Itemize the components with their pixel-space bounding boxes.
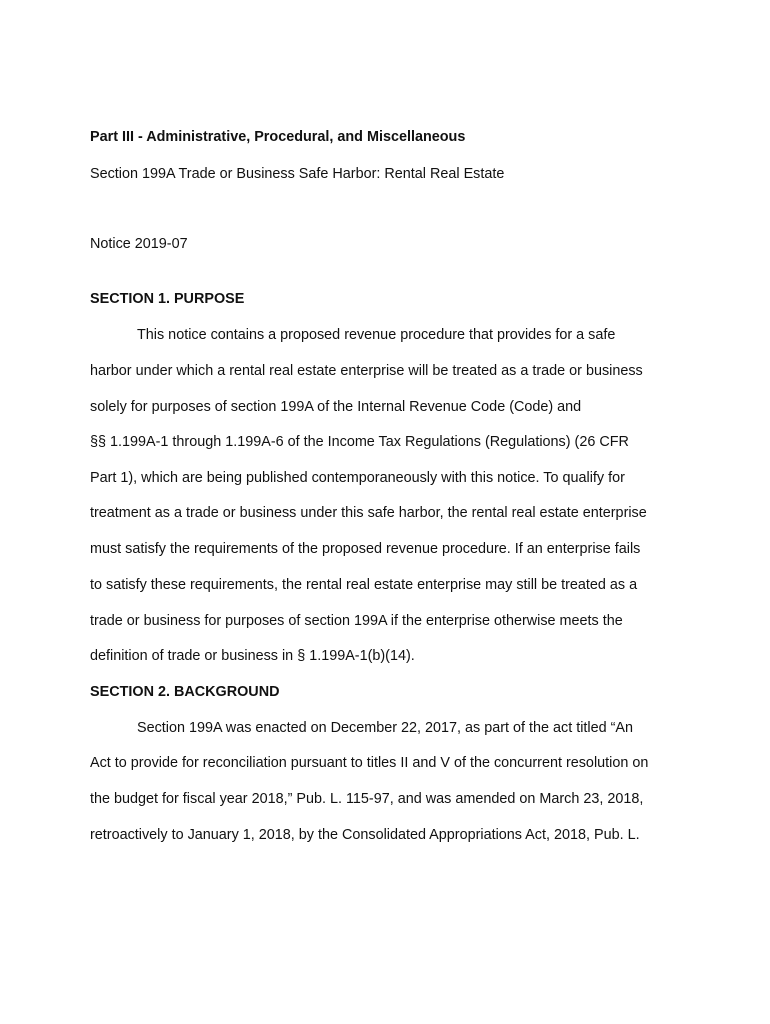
section1-line: This notice contains a proposed revenue procedure that provides for a safe	[137, 327, 616, 343]
section1-heading: SECTION 1. PURPOSE	[90, 291, 245, 307]
section1-line: treatment as a trade or business under this safe harbor, the rental real estate enterprise	[90, 505, 647, 521]
notice-subject: Section 199A Trade or Business Safe Harbor: Rental Real Estate	[90, 166, 505, 182]
section1-line: §§ 1.199A-1 through 1.199A-6 of the Income Tax Regulations (Regulations) (26 CFR	[90, 434, 629, 450]
section1-line: to satisfy these requirements, the rental real estate enterprise may still be treated as a	[90, 577, 638, 593]
section1-line: solely for purposes of section 199A of the Internal Revenue Code (Code) and	[90, 399, 582, 415]
section1-line: harbor under which a rental real estate enterprise will be treated as a trade or business	[90, 363, 643, 379]
section1-line: definition of trade or business in § 1.199A-1(b)(14).	[90, 648, 415, 664]
section1-line: trade or business for purposes of section 199A if the enterprise otherwise meets the	[90, 613, 623, 629]
section2-line: the budget for fiscal year 2018,” Pub. L. 115-97, and was amended on March 23, 2018,	[90, 791, 644, 807]
section2-line: Section 199A was enacted on December 22, 2017, as part of the act titled “An	[137, 720, 633, 736]
section1-line: Part 1), which are being published contemporaneously with this notice. To qualify for	[90, 470, 625, 486]
section2-line: retroactively to January 1, 2018, by the Consolidated Appropriations Act, 2018, Pub. L.	[90, 827, 640, 843]
notice-number: Notice 2019-07	[90, 236, 188, 252]
part-title: Part III - Administrative, Procedural, and Miscellaneous	[90, 129, 466, 145]
section2-heading: SECTION 2. BACKGROUND	[90, 684, 280, 700]
section1-line: must satisfy the requirements of the proposed revenue procedure. If an enterprise fails	[90, 541, 641, 557]
section2-line: Act to provide for reconciliation pursuant to titles II and V of the concurrent resolution on	[90, 755, 649, 771]
